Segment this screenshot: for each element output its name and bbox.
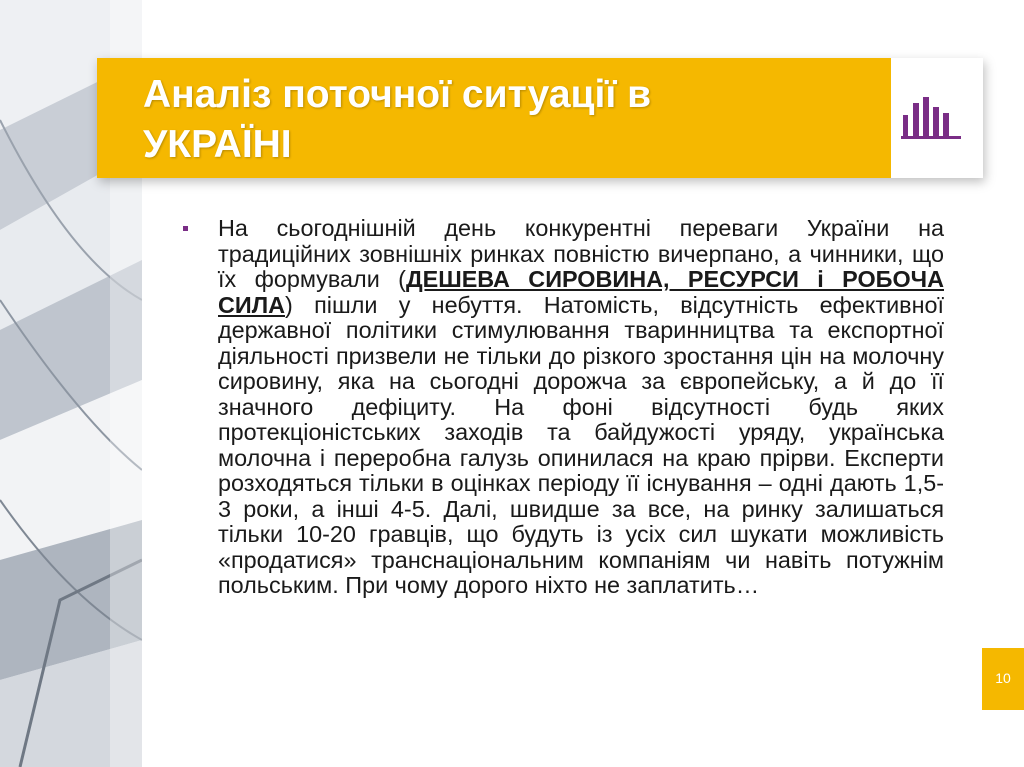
page-number-box bbox=[982, 648, 1024, 710]
page-number: 10 bbox=[995, 670, 1011, 686]
icon-box bbox=[891, 58, 983, 178]
title-line-1: Аналіз поточної ситуації в bbox=[143, 73, 652, 116]
body-text bbox=[218, 216, 944, 599]
bullet-marker bbox=[183, 226, 188, 231]
body-text-part1: На сьогоднішній день конкурентні переваги України на традиційних зовнішніх ринках повністю вичерпано, а чинники, що їх формували ( bbox=[218, 215, 944, 292]
body-text-highlight: ДЕШЕВА СИРОВИНА, РЕСУРСИ і РОБОЧА СИЛА bbox=[218, 266, 944, 318]
body-text-part2: ) пішли у небуття. Натомість, відсутність ефективної державної політики стимулювання тваринництва та експортної діяльності призвели не тільки до різкого зростання цін на молочну сировину, яка на сьогодні дорожча за європейську, а й до її значного дефіциту. На фоні відсутності будь яких протекціоністських заходів та байдужості уряду, українська молочна і переробна галузь опинилася на краю прірви. Експерти розходяться тільки в оцінках періоду її існування – одні дають 1,5-3 роки, а інші 4-5. Далі, швидше за все, на ринку залишаться тільки 10-20 гравців, що будуть із усіх сил шукати можливість «продатися» транснаціональним компаніям чи навіть потужнім польським. При чому дорого ніхто не заплатить… bbox=[218, 291, 944, 598]
bar-chart-icon bbox=[901, 93, 973, 143]
slide-title bbox=[143, 70, 843, 170]
title-line-2: УКРАЇНІ bbox=[143, 123, 292, 166]
